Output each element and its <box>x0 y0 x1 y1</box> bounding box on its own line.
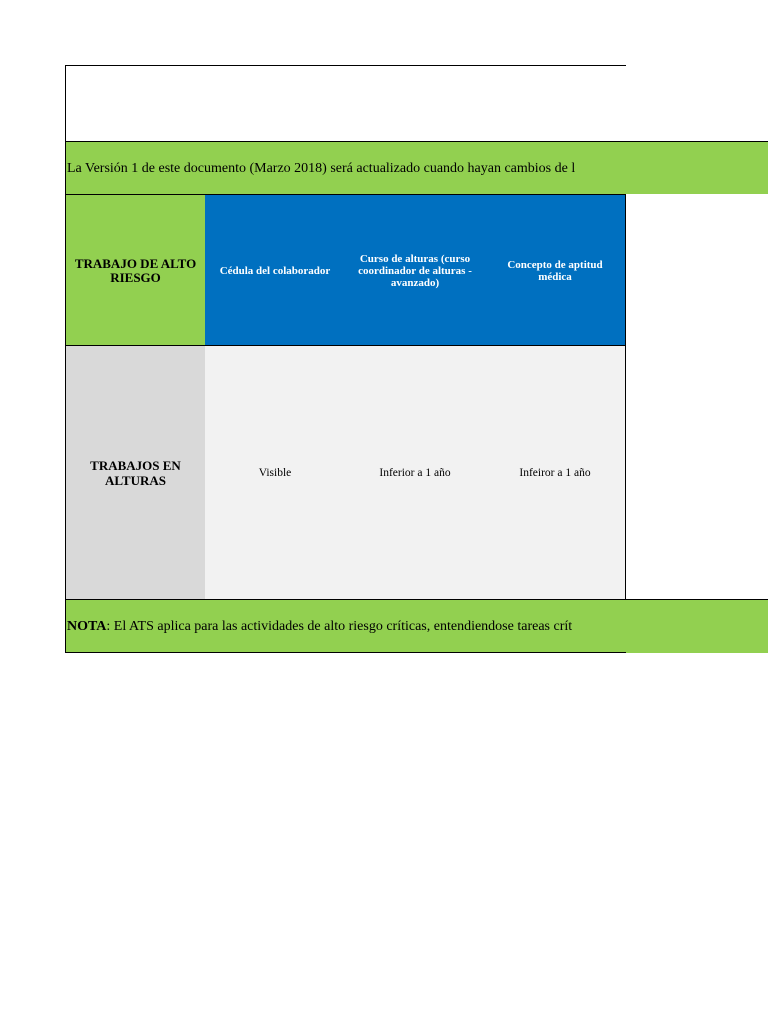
row-header-title-text: TRABAJO DE ALTO RIESGO <box>74 255 197 285</box>
table-bottom-border <box>65 652 626 653</box>
row-label-cell <box>65 345 206 600</box>
nota-text: : El ATS aplica para las actividades de alto riesgo críticas, entendiendose tareas crít <box>106 619 573 634</box>
column-header-curso <box>345 194 486 346</box>
table-cell-cedula-text: Visible <box>258 467 292 479</box>
row-label-text: TRABAJOS EN ALTURAS <box>90 458 181 488</box>
column-header-concepto-text: Concepto de aptitud médica <box>507 258 603 283</box>
table-cell-cedula <box>205 345 346 600</box>
column-header-cedula-text: Cédula del colaborador <box>219 264 331 277</box>
column-header-curso-text: Curso de alturas (curso coordinador de alturas - avanzado) <box>358 252 472 289</box>
column-header-cedula <box>205 194 346 346</box>
row-header-title <box>65 194 206 346</box>
version-note: La Versión 1 de este documento (Marzo 2018) será actualizado cuando hayan cambios de l <box>67 161 576 176</box>
table-cell-curso <box>345 345 486 600</box>
column-header-concepto <box>485 194 626 346</box>
table-cell-curso-text: Inferior a 1 año <box>379 467 451 479</box>
nota-band <box>65 599 768 653</box>
version-note-band <box>65 141 768 194</box>
table-cell-concepto-text: Infeiror a 1 año <box>519 467 591 479</box>
table-cell-concepto <box>485 345 626 600</box>
nota-note <box>66 600 628 653</box>
document-header-area <box>65 65 626 142</box>
nota-label: NOTA <box>67 619 107 634</box>
